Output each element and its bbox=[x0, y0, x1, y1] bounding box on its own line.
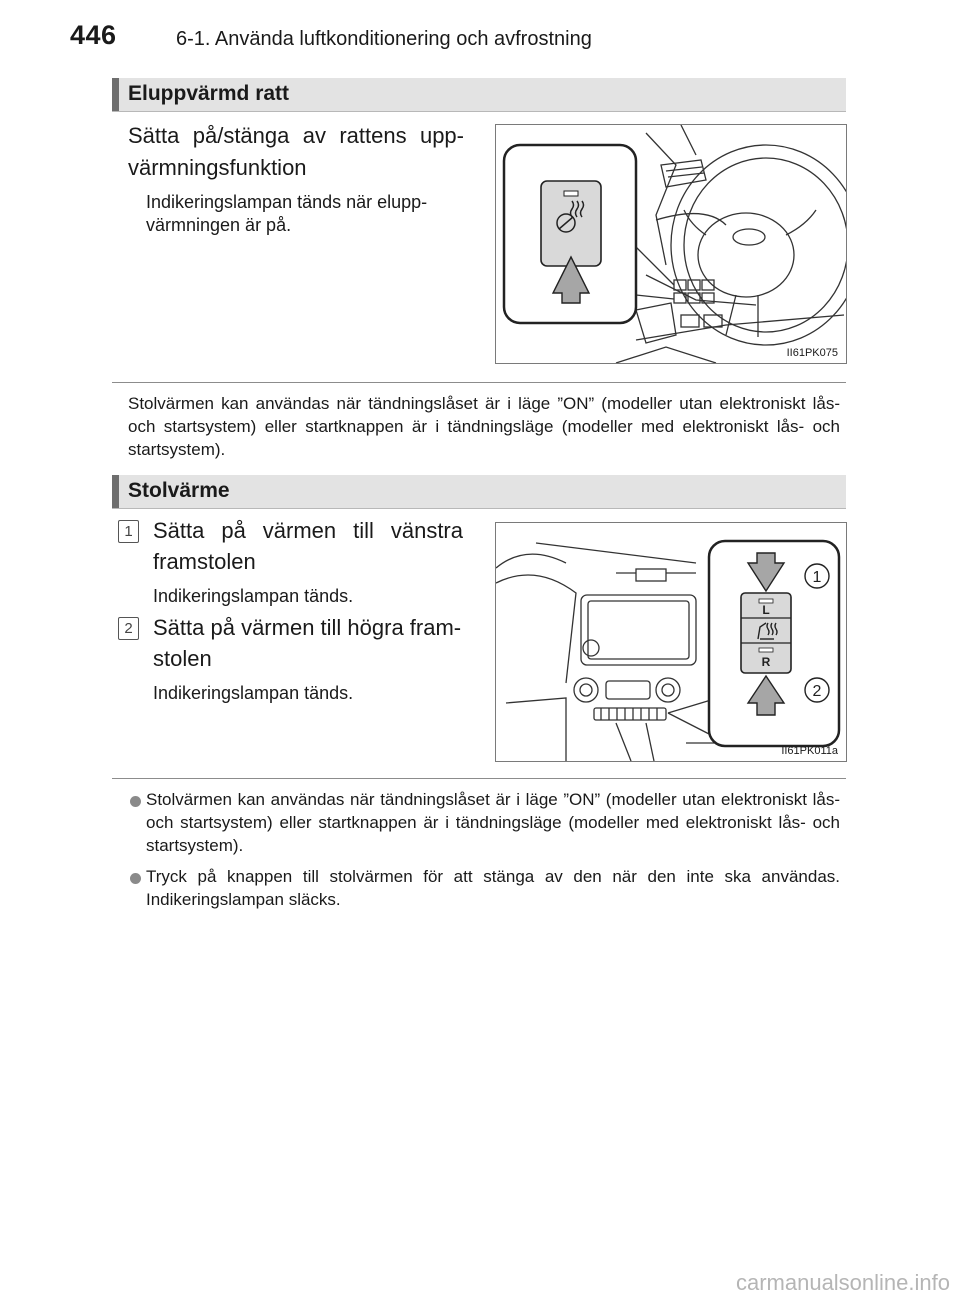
section-heading-heated-steering-wheel bbox=[112, 78, 846, 112]
heater-switch bbox=[541, 181, 601, 266]
indicator-note-line: värmningen är på. bbox=[146, 215, 292, 235]
section-title: Stolvärme bbox=[128, 479, 230, 502]
bullet-icon bbox=[130, 796, 141, 807]
section-accent-bar bbox=[112, 78, 119, 111]
page-number: 446 bbox=[70, 20, 117, 50]
seat-heater-switch bbox=[741, 593, 791, 673]
step-right-seat-detail: Indikeringslampan tänds. bbox=[153, 683, 354, 703]
step-left-seat-detail: Indikeringslampan tänds. bbox=[153, 586, 354, 606]
bullet-turn-off-note: Tryck på knappen till stolvärmen för att stänga av den när den inte ska användas. Indikeringslampan släcks. bbox=[146, 867, 840, 909]
section-title: Eluppvärmd ratt bbox=[128, 82, 290, 105]
step-number-badge: 2 bbox=[118, 617, 139, 640]
step-right-seat: Sätta på värmen till högra fram- bbox=[153, 615, 462, 640]
callout-number-2 bbox=[805, 678, 829, 702]
ignition-note: Stolvärmen kan användas när tändningslåset är i läge ”ON” (modeller utan elektroniskt lås- och startsystem) eller startknappen är i tändningsläge (modeller med elektroniskt lås- och startsystem). bbox=[128, 394, 840, 459]
step-number-badge: 1 bbox=[118, 520, 139, 543]
instruction-line: Sätta på/stänga av rattens upp- bbox=[128, 123, 464, 148]
divider bbox=[112, 778, 846, 779]
watermark: carmanualsonline.info bbox=[735, 1270, 950, 1295]
bullet-ignition-note: Stolvärmen kan användas när tändningslåset är i läge ”ON” (modeller utan elektroniskt lås- och startsystem) eller startknappen är i tändningsläge (modeller med elektroniskt lås- och startsystem). bbox=[146, 790, 840, 855]
chapter-heading: 6-1. Använda luftkonditionering och avfrostning bbox=[176, 28, 592, 50]
indicator-note-line: Indikeringslampan tänds när elupp- bbox=[146, 192, 428, 212]
figure-steering-wheel-heater bbox=[495, 124, 847, 364]
figure-code: II61PK011a bbox=[781, 745, 838, 757]
svg-text:2: 2 bbox=[812, 683, 822, 700]
svg-text:1: 1 bbox=[812, 569, 822, 586]
dashboard-illustration bbox=[496, 523, 846, 761]
step-left-seat-cont: framstolen bbox=[153, 549, 256, 574]
switch-label-right: R bbox=[761, 655, 771, 669]
step-left-seat: Sätta på värmen till vänstra bbox=[153, 518, 463, 543]
step-right-seat-cont: stolen bbox=[153, 646, 212, 671]
section-accent-bar bbox=[112, 475, 119, 508]
callout-number-1 bbox=[805, 564, 829, 588]
bullet-icon bbox=[130, 873, 141, 884]
divider bbox=[112, 382, 846, 383]
steering-wheel-illustration bbox=[496, 125, 846, 363]
figure-code: II61PK075 bbox=[786, 347, 838, 359]
switch-label-left: L bbox=[762, 603, 770, 617]
figure-seat-heater bbox=[495, 522, 847, 762]
instruction-line: värmningsfunktion bbox=[128, 155, 307, 180]
section-heading-seat-heater bbox=[112, 475, 846, 509]
